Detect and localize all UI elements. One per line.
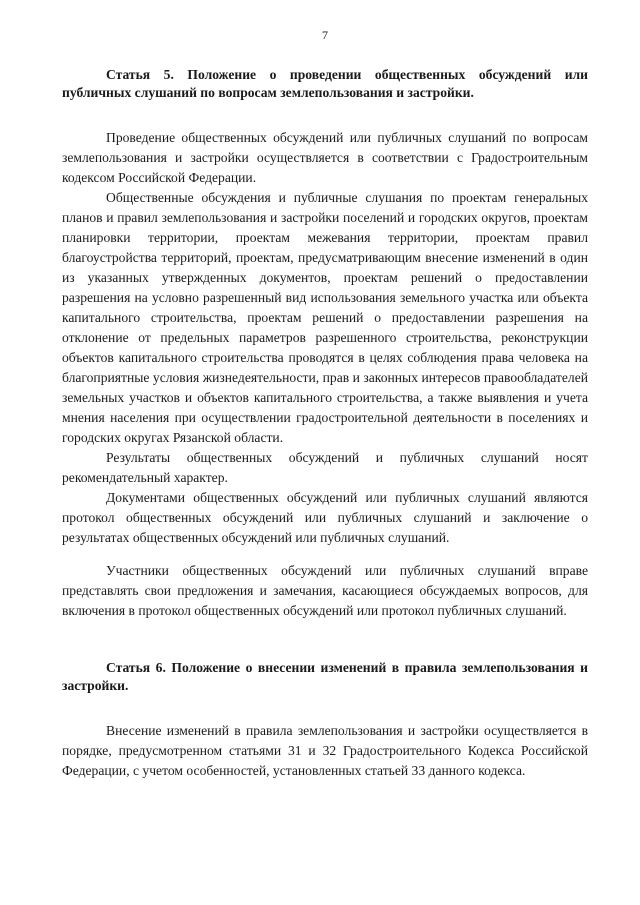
article-6-paragraph-1: Внесение изменений в правила землепользования и застройки осуществляется в порядке, предусмотренном статьями 31 и 32 Градостроительного Кодекса Российской Федерации, с учетом особенностей, установленных статьей 33 данного кодекса. <box>62 723 588 778</box>
page-number: 7 <box>322 28 328 42</box>
article-5-title: Статья 5. Положение о проведении общественных обсуждений или публичных слушаний по вопросам землепользования и застройки. <box>62 67 588 100</box>
article-5-paragraph-3: Результаты общественных обсуждений и публичных слушаний носят рекомендательный характер. <box>62 450 588 485</box>
article-5-paragraph-1: Проведение общественных обсуждений или публичных слушаний по вопросам землепользования и застройки осуществляется в соответствии с Градостроительным кодексом Российской Федерации. <box>62 130 588 185</box>
spacer <box>62 695 588 721</box>
spacer <box>62 548 588 561</box>
article-5-paragraph-4: Документами общественных обсуждений или публичных слушаний являются протокол общественных обсуждений или публичных слушаний и заключение о результатах общественных обсуждений или публичных слушаний. <box>62 490 588 545</box>
spacer <box>62 102 588 128</box>
article-6-title: Статья 6. Положение о внесении изменений в правила землепользования и застройки. <box>62 660 588 693</box>
article-5-paragraph-5: Участники общественных обсуждений или публичных слушаний вправе представлять свои предложения и замечания, касающиеся обсуждаемых вопросов, для включения в протокол общественных обсуждений или протокол публичных слушаний. <box>62 563 588 618</box>
spacer <box>62 621 588 659</box>
article-5-paragraph-2: Общественные обсуждения и публичные слушания по проектам генеральных планов и правил землепользования и застройки поселений и городских округов, проектам планировки территории, проектам межевания территории, проектам правил благоустройства территорий, проектам, предусматривающим внесение изменений в один из указанных утвержденных документов, проектам решений о предоставлении разрешения на условно разрешенный вид использования земельного участка или объекта капитального строительства, проектам решений о предоставлении разрешения на отклонение от предельных параметров разрешенного строительства, реконструкции объектов капитального строительства проводятся в целях соблюдения права человека на благоприятные условия жизнедеятельности, прав и законных интересов правообладателей земельных участков и объектов капитального строительства, а также выявления и учета мнения населения при осуществлении градостроительной деятельности в поселениях и городских округах Рязанской области. <box>62 190 588 445</box>
